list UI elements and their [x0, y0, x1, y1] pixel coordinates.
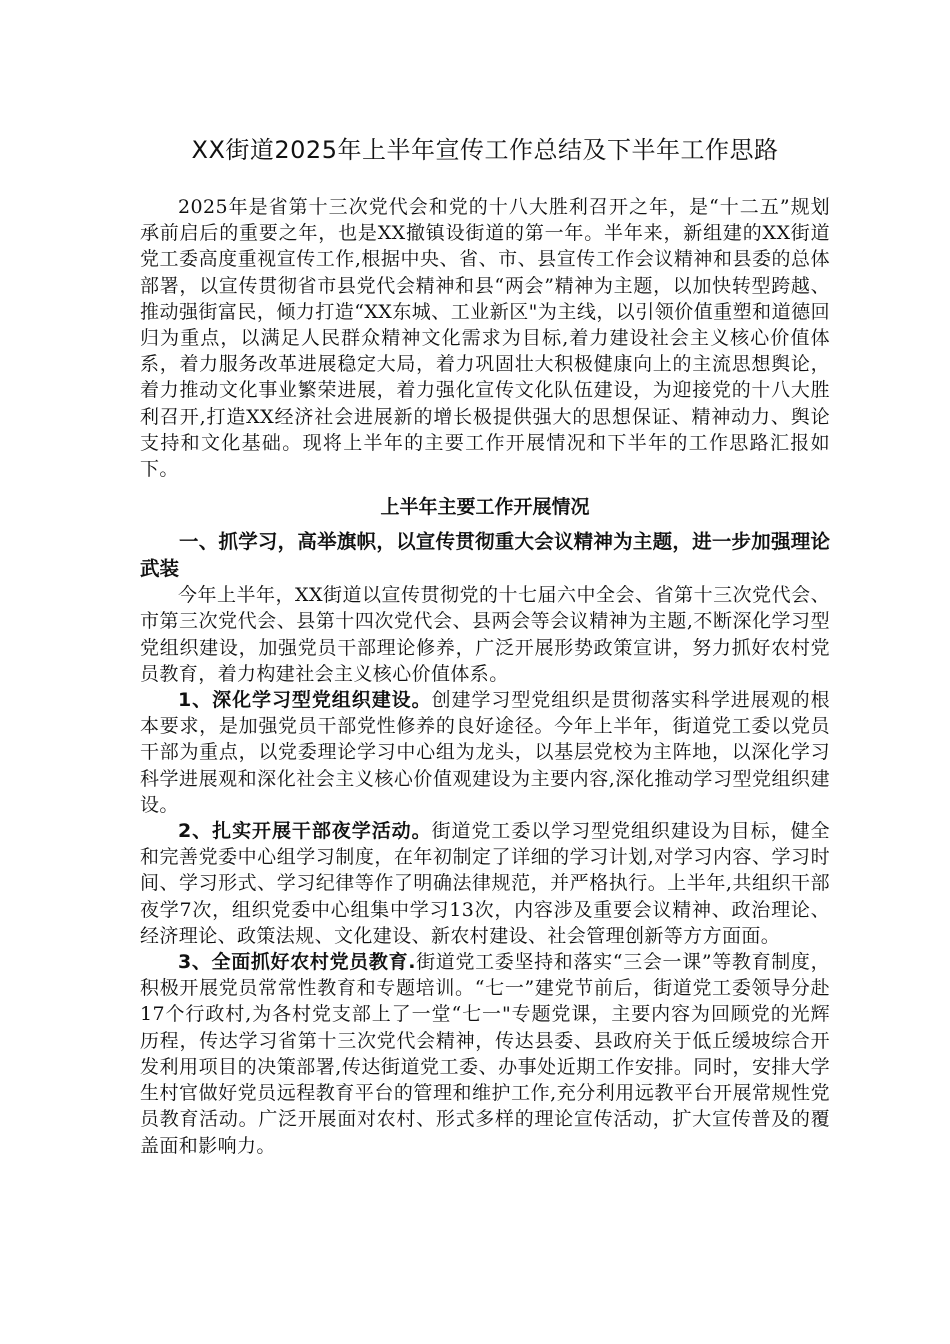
item-lead-3: 3、全面抓好农村党员教育.: [178, 951, 416, 974]
item-body-2: 街道党工委以学习型党组织建设为目标，健全和完善党委中心组学习制度，在年初制定了详细的学习计划,对学习内容、学习时间、学习形式、学习纪律等作了明确法律规范，并严格执行。上半年,共组织干部夜学7次，组织党委中心组集中学习13次，内容涉及重要会议精神、政治理论、经济理论、政策法规、文化建设、新农村建设、社会管理创新等方方面面。: [140, 820, 830, 947]
item-paragraph-1: [140, 687, 830, 818]
section-heading: 上半年主要工作开展情况: [380, 496, 590, 519]
intro-paragraph: 2025年是省第十三次党代会和党的十八大胜利召开之年，是“十二五”规划承前启后的重要之年，也是XX撤镇设街道的第一年。半年来，新组建的XX街道党工委高度重视宣传工作,根据中央、省、市、县宣传工作会议精神和县委的总体部署，以宣传贯彻省市县党代会精神和县“两会”精神为主题，以加快转型跨越、推动强街富民，倾力打造“XX东城、工业新区"为主线，以引领价值重塑和道德回归为重点，以满足人民群众精神文化需求为目标,着力建设社会主义核心价值体系，着力服务改革进展稳定大局，着力巩固壮大积极健康向上的主流思想舆论，着力推动文化事业繁荣进展，着力强化宣传文化队伍建设，为迎接党的十八大胜利召开,打造XX经济社会进展新的增长极提供强大的思想保证、精神动力、舆论支持和文化基础。现将上半年的主要工作开展情况和下半年的工作思路汇报如下。: [140, 196, 830, 481]
item-paragraph-2: [140, 818, 830, 949]
sub-heading: 一、抓学习，高举旗帜，以宣传贯彻重大会议精神为主题，进一步加强理论武装: [140, 530, 830, 581]
sub-intro-paragraph: 今年上半年，XX街道以宣传贯彻党的十七届六中全会、省第十三次党代会、市第三次党代会、县第十四次党代会、县两会等会议精神为主题,不断深化学习型党组织建设，加强党员干部理论修养，广泛开展形势政策宣讲，努力抓好农村党员教育，着力构建社会主义核心价值体系。: [140, 584, 830, 685]
item-body-1: 创建学习型党组织是贯彻落实科学进展观的根本要求，是加强党员干部党性修养的良好途径。今年上半年，街道党工委以党员干部为重点，以党委理论学习中心组为龙头，以基层党校为主阵地，以深化学习科学进展观和深化社会主义核心价值观建设为主要内容,深化推动学习型党组织建设。: [140, 689, 830, 816]
item-lead-2: 2、扎实开展干部夜学活动。: [178, 820, 432, 843]
item-lead-1: 1、深化学习型党组织建设。: [178, 689, 432, 712]
document-page: [140, 130, 830, 1159]
item-body-3: 街道党工委坚持和落实“三会一课”等教育制度，积极开展党员常常性教育和专题培训。“七一”建党节前后，街道党工委领导分赴17个行政村,为各村党支部上了一堂“七一"专题党课，主要内容为回顾党的光辉历程，传达学习省第十三次党代会精神，传达县委、县政府关于低丘缓坡综合开发利用项目的决策部署,传达街道党工委、办事处近期工作安排。同时，安排大学生村官做好党员远程教育平台的管理和维护工作,充分利用远教平台开展常规性党员教育活动。广泛开展面对农村、形式多样的理论宣传活动，扩大宣传普及的覆盖面和影响力。: [140, 951, 830, 1157]
item-paragraph-3: [140, 949, 830, 1159]
document-title: XX街道2025年上半年宣传工作总结及下半年工作思路: [191, 136, 779, 164]
